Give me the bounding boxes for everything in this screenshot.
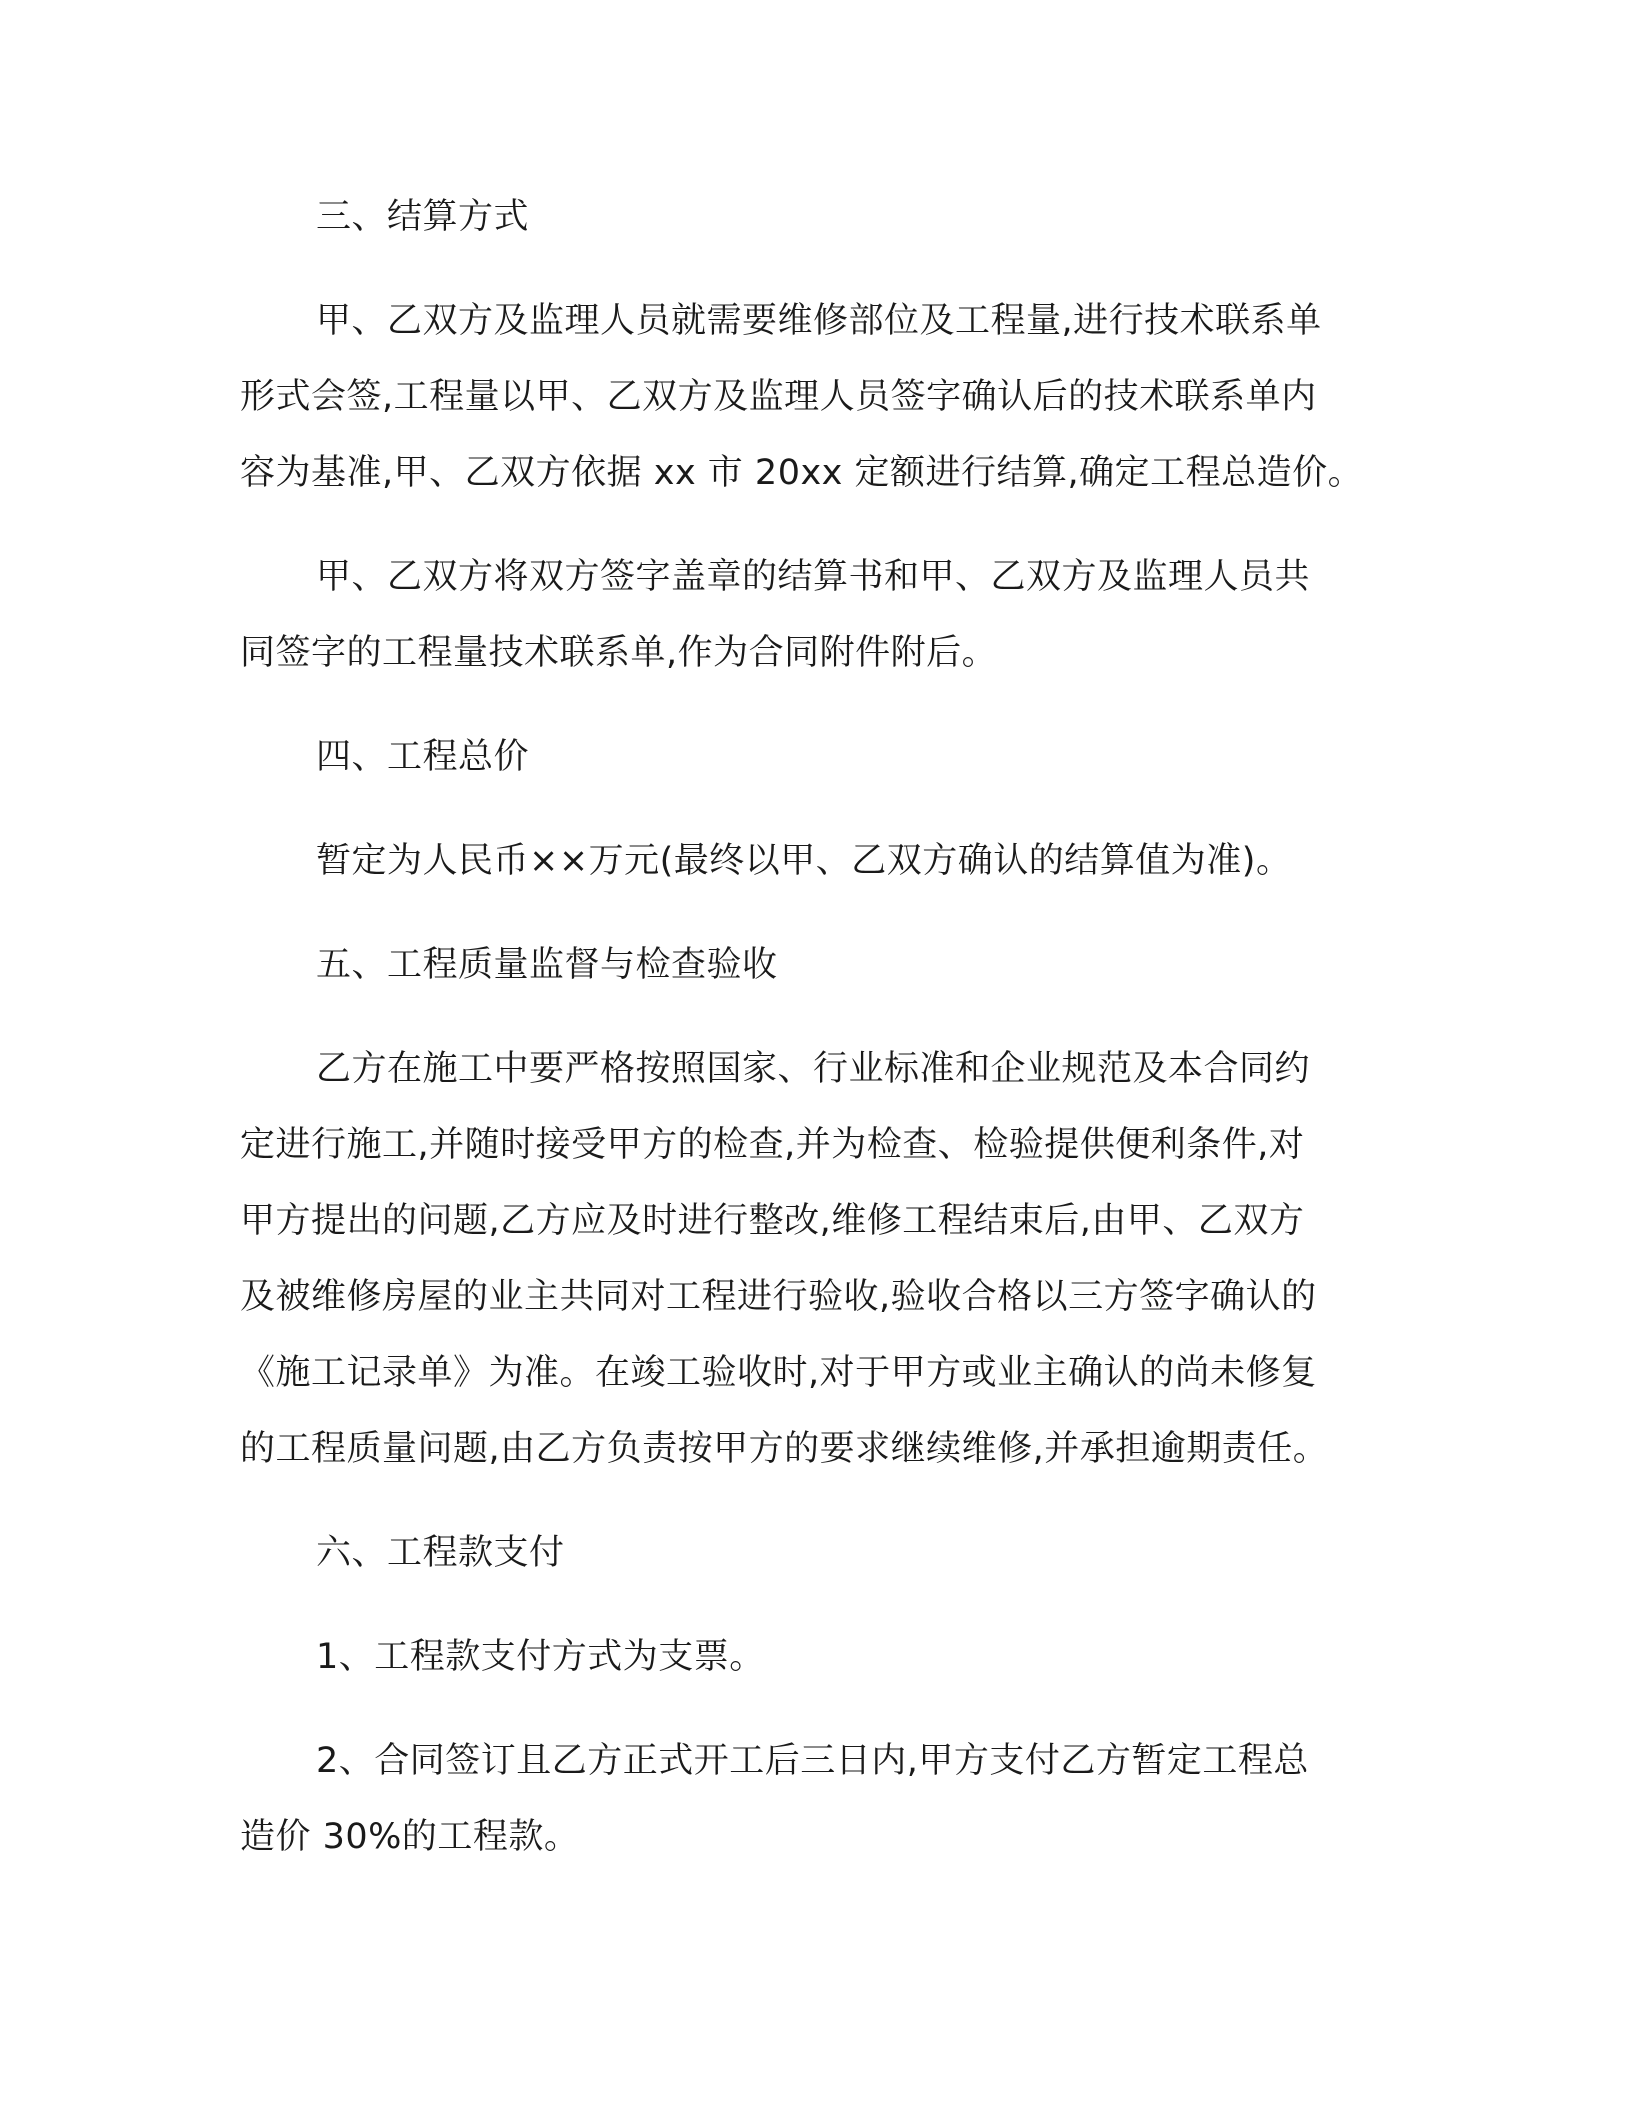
paragraph-line: 形式会签,工程量以甲、乙双方及监理人员签字确认后的技术联系单内 xyxy=(240,377,1317,417)
paragraph-line: 的工程质量问题,由乙方负责按甲方的要求继续维修,并承担逾期责任。 xyxy=(240,1429,1329,1469)
paragraph-line: 及被维修房屋的业主共同对工程进行验收,验收合格以三方签字确认的 xyxy=(240,1277,1317,1317)
paragraph-line: 造价 30%的工程款。 xyxy=(240,1817,580,1857)
list-item-payment-method: 1、工程款支付方式为支票。 xyxy=(316,1637,765,1677)
paragraph-line: 容为基准,甲、乙双方依据 xx 市 20xx 定额进行结算,确定工程总造价。 xyxy=(240,453,1364,493)
paragraph-line: 暂定为人民币××万元(最终以甲、乙双方确认的结算值为准)。 xyxy=(316,841,1292,881)
paragraph-line: 乙方在施工中要严格按照国家、行业标准和企业规范及本合同约 xyxy=(316,1049,1311,1089)
paragraph-line: 定进行施工,并随时接受甲方的检查,并为检查、检验提供便利条件,对 xyxy=(240,1125,1305,1165)
paragraph-line: 《施工记录单》为准。在竣工验收时,对于甲方或业主确认的尚未修复 xyxy=(240,1353,1317,1393)
section-heading-payment: 六、工程款支付 xyxy=(316,1533,565,1573)
paragraph-line: 同签字的工程量技术联系单,作为合同附件附后。 xyxy=(240,633,998,673)
section-heading-quality-inspection: 五、工程质量监督与检查验收 xyxy=(316,945,778,985)
paragraph-line: 甲、乙双方及监理人员就需要维修部位及工程量,进行技术联系单 xyxy=(316,301,1322,341)
section-heading-total-price: 四、工程总价 xyxy=(316,737,530,777)
paragraph-line: 甲、乙双方将双方签字盖章的结算书和甲、乙双方及监理人员共 xyxy=(316,557,1311,597)
paragraph-line: 甲方提出的问题,乙方应及时进行整改,维修工程结束后,由甲、乙双方 xyxy=(240,1201,1305,1241)
section-heading-settlement: 三、结算方式 xyxy=(316,197,530,237)
list-item-payment-schedule: 2、合同签订且乙方正式开工后三日内,甲方支付乙方暂定工程总 xyxy=(316,1741,1309,1781)
